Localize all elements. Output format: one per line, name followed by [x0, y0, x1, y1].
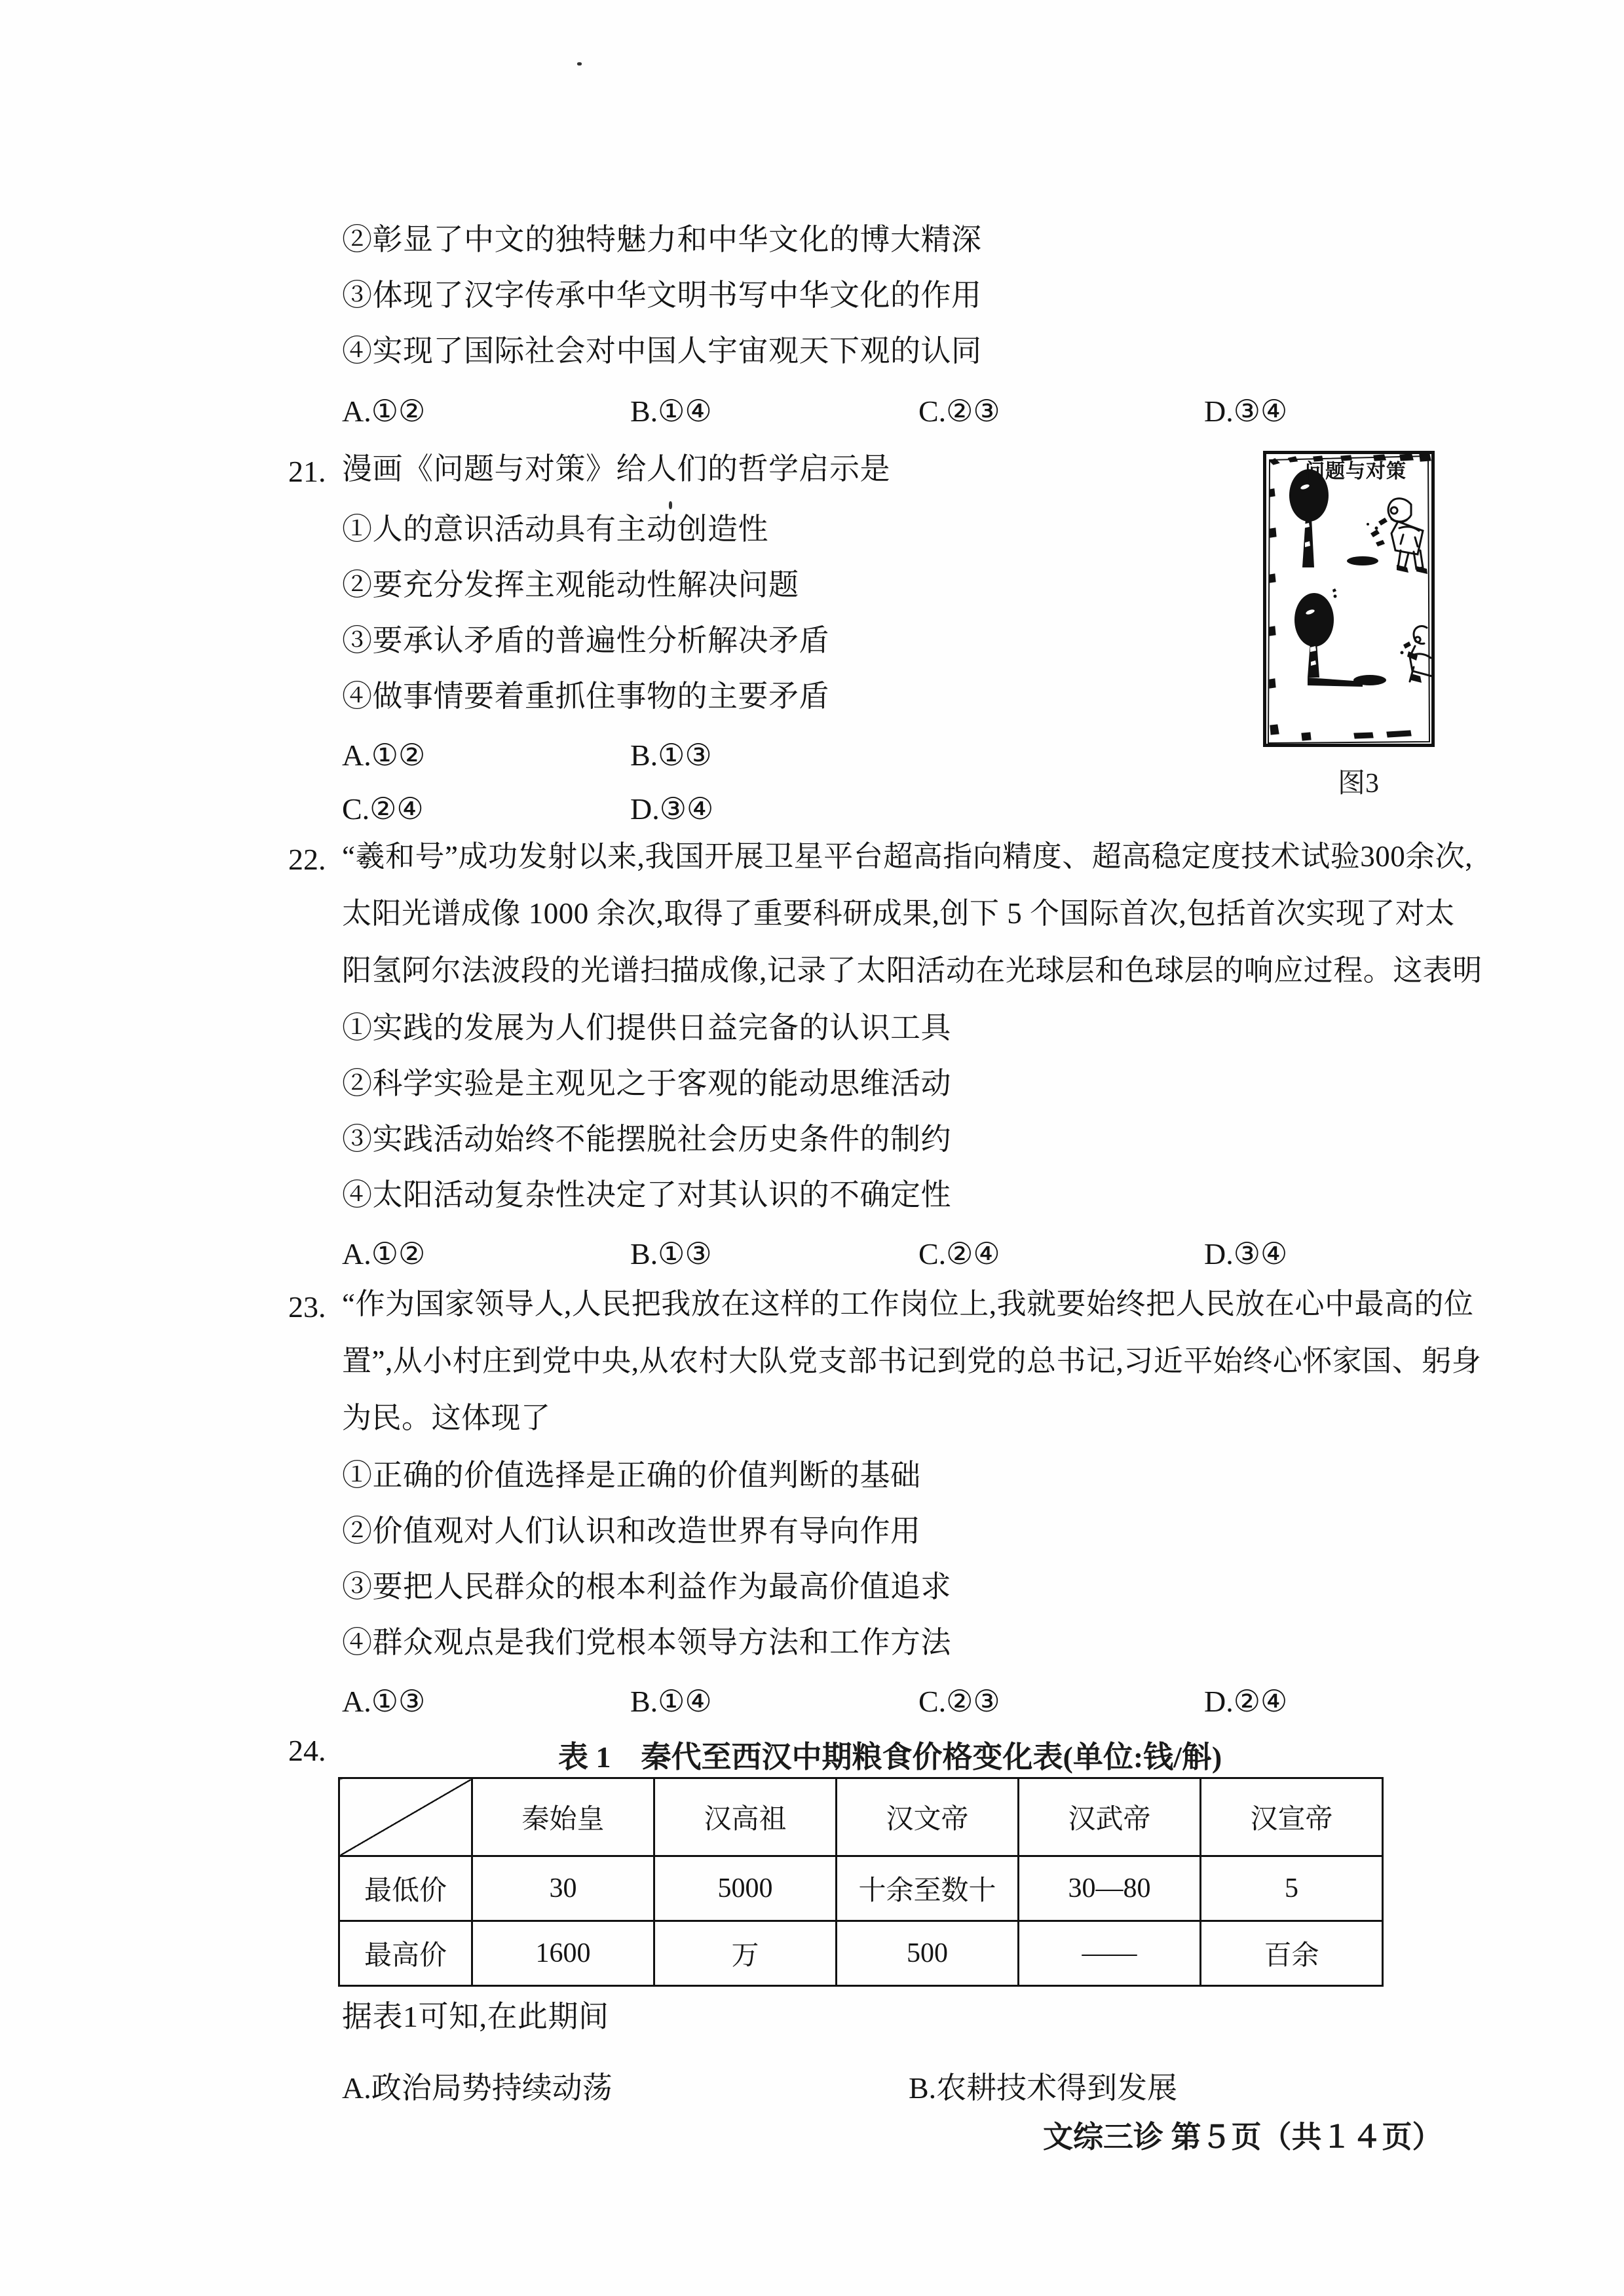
table-cell-min-hanxuandi: 5	[1201, 1856, 1383, 1921]
q23-line-3: 为民。这体现了	[342, 1402, 551, 1434]
table-col-hanwendi: 汉文帝	[837, 1778, 1019, 1856]
q23-choice-a[interactable]: A.①③	[342, 1685, 426, 1718]
q22-statement-4: ④太阳活动复杂性决定了对其认识的不确定性	[342, 1178, 951, 1212]
q20-choice-d[interactable]: D.③④	[1204, 394, 1288, 428]
q23-choice-b[interactable]: B.①④	[630, 1685, 712, 1718]
q20-choice-c[interactable]: C.②③	[918, 394, 1000, 428]
q21-statement-2: ②要充分发挥主观能动性解决问题	[342, 568, 799, 602]
table-row-label-min: 最低价	[339, 1856, 472, 1921]
table-cell-min-hanwudi: 30—80	[1019, 1856, 1201, 1921]
q21-statement-1: ①人的意识活动具有主动创造性	[342, 512, 768, 546]
q21-number: 21.	[288, 455, 326, 488]
table-cell-max-hanxuandi: 百余	[1201, 1921, 1383, 1986]
q23-line-2: 置”,从小村庄到党中央,从农村大队党支部书记到党的总书记,习近平始终心怀家国、躬身	[342, 1345, 1482, 1377]
q23-statement-2: ②价值观对人们认识和改造世界有导向作用	[342, 1514, 921, 1548]
q20-statement-3: ③体现了汉字传承中华文明书写中华文化的作用	[342, 278, 982, 312]
q23-statement-3: ③要把人民群众的根本利益作为最高价值追求	[342, 1570, 951, 1603]
table-row-label-max: 最高价	[339, 1921, 472, 1986]
q21-statement-3: ③要承认矛盾的普遍性分析解决矛盾	[342, 624, 829, 657]
q21-choice-c[interactable]: C.②④	[342, 792, 424, 826]
q21-choice-a[interactable]: A.①②	[342, 738, 426, 772]
page-footer: 文综三诊 第５页（共１４页）	[1043, 2120, 1443, 2154]
table-cell-min-hanwendi: 十余至数十	[837, 1856, 1019, 1921]
q22-line-3: 阳氢阿尔法波段的光谱扫描成像,记录了太阳活动在光球层和色球层的响应过程。这表明	[342, 954, 1482, 987]
q24-choice-a[interactable]: A.政治局势持续动荡	[342, 2071, 613, 2105]
cartoon-problem-and-countermeasure	[1263, 451, 1435, 747]
q24-lead-in: 据表1可知,在此期间	[342, 2000, 609, 2033]
table-cell-max-qinshihuang: 1600	[472, 1921, 654, 1986]
table-col-hanxuandi: 汉宣帝	[1201, 1778, 1383, 1856]
table-corner-cell	[339, 1778, 472, 1856]
q23-statement-4: ④群众观点是我们党根本领导方法和工作方法	[342, 1626, 951, 1659]
q20-statement-4: ④实现了国际社会对中国人宇宙观天下观的认同	[342, 334, 982, 368]
q24-choice-b[interactable]: B.农耕技术得到发展	[909, 2071, 1178, 2105]
cartoon-title: 问题与对策	[1305, 461, 1407, 482]
q21-stem: 漫画《问题与对策》给人们的哲学启示是	[342, 452, 890, 486]
grain-price-table	[338, 1777, 1384, 1987]
q22-choice-d[interactable]: D.③④	[1204, 1237, 1288, 1271]
q23-choice-c[interactable]: C.②③	[918, 1685, 1000, 1718]
q22-line-2: 太阳光谱成像 1000 余次,取得了重要科研成果,创下 5 个国际首次,包括首次实现了对太	[342, 897, 1455, 930]
table-body	[339, 1856, 1383, 1986]
table-col-hangaozu: 汉高祖	[654, 1778, 837, 1856]
table-cell-max-hanwudi: ——	[1019, 1921, 1201, 1986]
q23-choice-d[interactable]: D.②④	[1204, 1685, 1288, 1718]
scan-speck-q21	[669, 501, 672, 509]
table-col-hanwudi: 汉武帝	[1019, 1778, 1201, 1856]
table-cell-min-hangaozu: 5000	[654, 1856, 837, 1921]
table-cell-max-hanwendi: 500	[837, 1921, 1019, 1986]
table-header	[339, 1778, 1383, 1856]
q20-statement-2: ②彰显了中文的独特魅力和中华文化的博大精深	[342, 223, 982, 256]
q22-number: 22.	[288, 843, 326, 876]
q20-choice-a[interactable]: A.①②	[342, 394, 426, 428]
q20-choice-b[interactable]: B.①④	[630, 394, 712, 428]
table-cell-max-hangaozu: 万	[654, 1921, 837, 1986]
table-cell-min-qinshihuang: 30	[472, 1856, 654, 1921]
q22-statement-1: ①实践的发展为人们提供日益完备的认识工具	[342, 1011, 951, 1044]
table-row	[339, 1856, 1383, 1921]
scan-speck	[577, 62, 582, 66]
q21-choice-b[interactable]: B.①③	[630, 738, 712, 772]
cartoon-artwork	[1263, 451, 1435, 747]
q23-statement-1: ①正确的价值选择是正确的价值判断的基础	[342, 1459, 921, 1492]
table-header-row	[339, 1778, 1383, 1856]
q21-statement-4: ④做事情要着重抓住事物的主要矛盾	[342, 679, 829, 713]
table-row	[339, 1921, 1383, 1986]
q22-choice-b[interactable]: B.①③	[630, 1237, 712, 1271]
q23-line-1: “作为国家领导人,人民把我放在这样的工作岗位上,我就要始终把人民放在心中最高的位	[342, 1288, 1474, 1320]
q24-number: 24.	[288, 1734, 326, 1767]
q22-choice-a[interactable]: A.①②	[342, 1237, 426, 1271]
q22-statement-3: ③实践活动始终不能摆脱社会历史条件的制约	[342, 1122, 951, 1156]
q21-choice-d[interactable]: D.③④	[630, 792, 714, 826]
q22-line-1: “羲和号”成功发射以来,我国开展卫星平台超高指向精度、超高稳定度技术试验300余次,	[342, 840, 1473, 873]
table-col-qinshihuang: 秦始皇	[472, 1778, 654, 1856]
q23-number: 23.	[288, 1290, 326, 1324]
q22-statement-2: ②科学实验是主观见之于客观的能动思维活动	[342, 1067, 951, 1100]
table-1-title: 表 1 秦代至西汉中期粮食价格变化表(单位:钱/斛)	[558, 1740, 1222, 1774]
q22-choice-c[interactable]: C.②④	[918, 1237, 1000, 1271]
figure-caption-3: 图3	[1338, 769, 1380, 799]
